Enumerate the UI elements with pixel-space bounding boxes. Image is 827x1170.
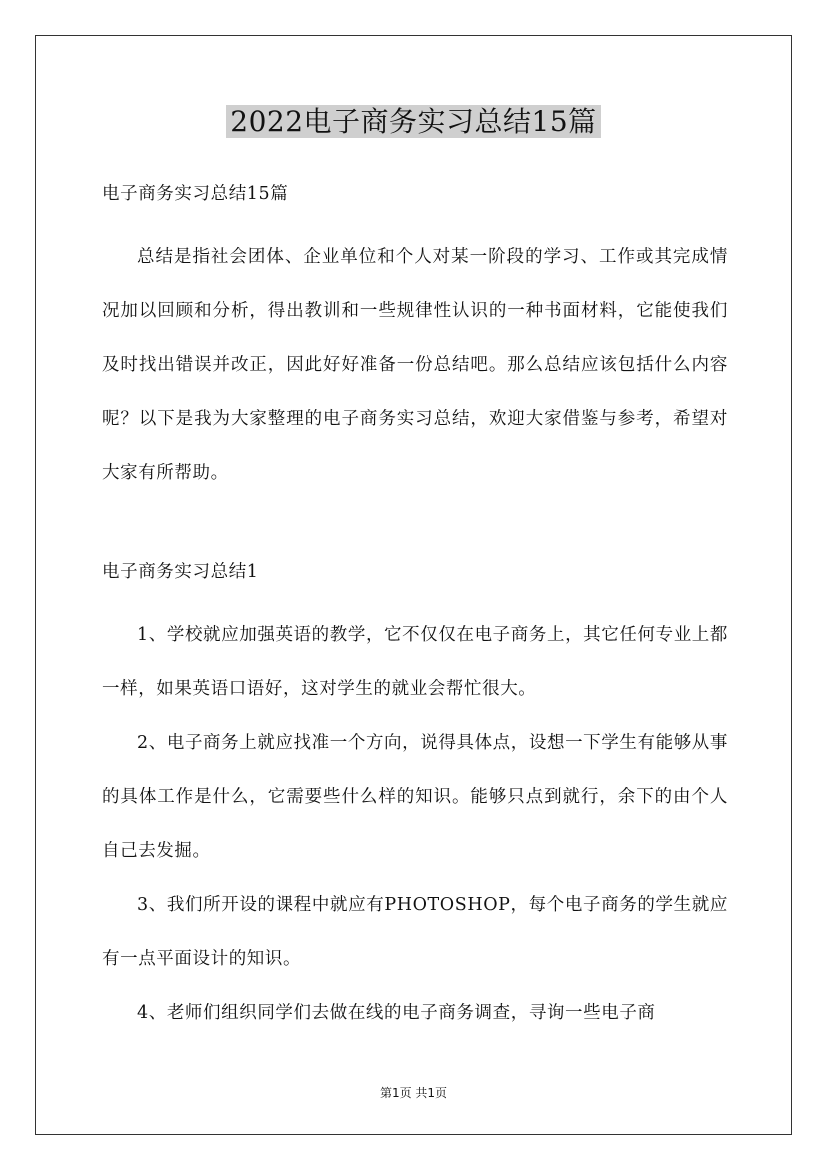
list-item: 3、我们所开设的课程中就应有PHOTOSHOP，每个电子商务的学生就应有一点平面设计的知识。 [102, 895, 728, 969]
section-heading: 电子商务实习总结1 [102, 562, 259, 582]
document-body [102, 176, 728, 1040]
list-item: 1、学校就应加强英语的教学，它不仅仅在电子商务上，其它任何专业上都一样，如果英语口语好，这对学生的就业会帮忙很大。 [102, 625, 728, 699]
intro-paragraph: 总结是指社会团体、企业单位和个人对某一阶段的学习、工作或其完成情况加以回顾和分析，得出教训和一些规律性认识的一种书面材料，它能使我们及时找出错误并改正，因此好好准备一份总结吧。那么总结应该包括什么内容呢？以下是我为大家整理的电子商务实习总结，欢迎大家借鉴与参考，希望对大家有所帮助。 [102, 247, 728, 483]
page-footer: 第1页 共1页 [379, 1086, 448, 1100]
document-title: 2022电子商务实习总结15篇 [226, 105, 600, 138]
list-item: 2、电子商务上就应找准一个方向，说得具体点，设想一下学生有能够从事的具体工作是什么，它需要些什么样的知识。能够只点到就行，余下的由个人自己去发掘。 [102, 733, 728, 861]
list-item: 4、老师们组织同学们去做在线的电子商务调查，寻询一些电子商 [137, 1003, 656, 1023]
document-subtitle: 电子商务实习总结15篇 [102, 184, 289, 204]
document-title-container [0, 100, 827, 144]
